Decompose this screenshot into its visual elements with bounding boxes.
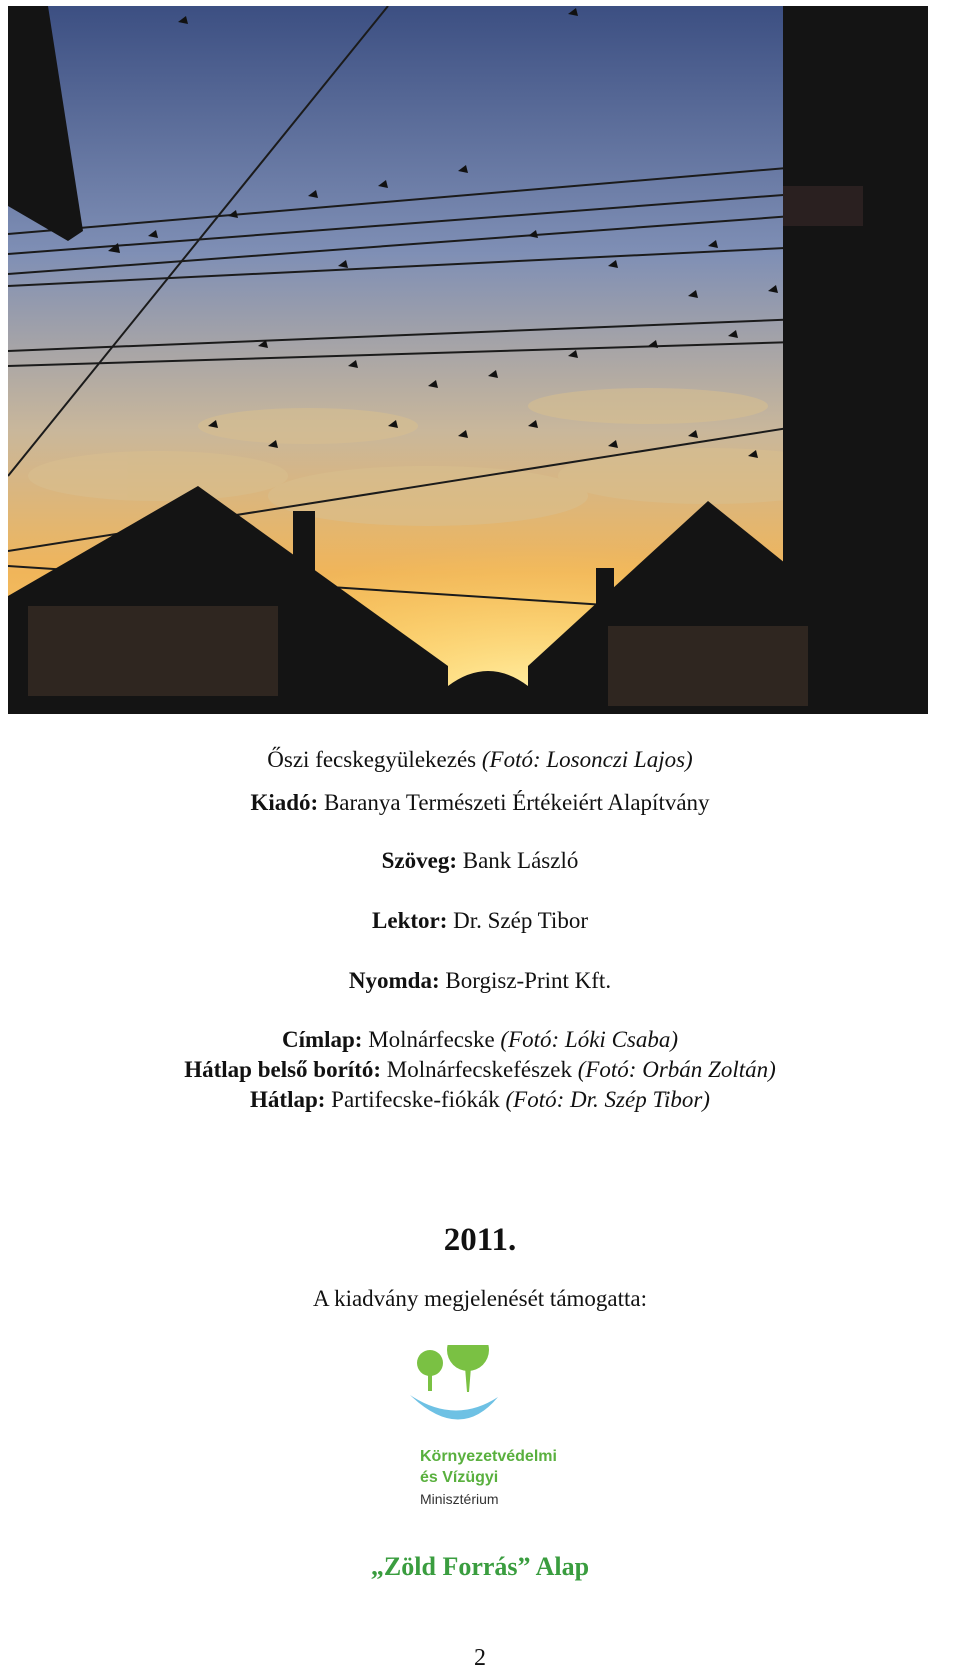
publisher-value: Baranya Természeti Értékeiért Alapítvány bbox=[323, 790, 710, 815]
printer-line bbox=[0, 968, 960, 994]
back-inner-photo-credit: (Fotó: Orbán Zoltán) bbox=[577, 1057, 776, 1082]
editor-value: Dr. Szép Tibor bbox=[453, 908, 588, 933]
printer-label: Nyomda: bbox=[348, 968, 440, 993]
publication-year: 2011. bbox=[443, 1222, 517, 1258]
text-author-line bbox=[0, 848, 960, 874]
photo-illustration bbox=[8, 6, 928, 714]
printer-value: Borgisz-Print Kft. bbox=[445, 968, 612, 993]
editor-line bbox=[0, 908, 960, 934]
editor-label: Lektor: bbox=[372, 908, 448, 933]
back-photo-credit: (Fotó: Dr. Szép Tibor) bbox=[505, 1087, 710, 1112]
photo-caption bbox=[0, 747, 960, 773]
text-author-value: Bank László bbox=[462, 848, 579, 873]
back-inner-value: Molnárfecskefészek bbox=[386, 1057, 572, 1082]
back-label: Hátlap: bbox=[250, 1087, 326, 1112]
page-number: 2 bbox=[474, 1645, 486, 1671]
publisher-label: Kiadó: bbox=[250, 790, 319, 815]
back-line bbox=[0, 1087, 960, 1113]
text-author-label: Szöveg: bbox=[381, 848, 457, 873]
ministry-logo-icon bbox=[410, 1345, 590, 1515]
publisher-line bbox=[0, 790, 960, 816]
logo-line-2: és Vízügyi bbox=[420, 1469, 499, 1486]
caption-text: Őszi fecskegyülekezés bbox=[267, 747, 477, 772]
back-value: Partifecske-fiókák bbox=[331, 1087, 500, 1112]
back-inner-line bbox=[0, 1057, 960, 1083]
cover-value: Molnárfecske bbox=[368, 1027, 495, 1052]
cover-line bbox=[0, 1027, 960, 1053]
back-inner-label: Hátlap belső borító: bbox=[184, 1057, 382, 1082]
cover-label: Címlap: bbox=[281, 1027, 363, 1052]
fund-name: „Zöld Forrás” Alap bbox=[370, 1552, 590, 1581]
logo-line-3: Minisztérium bbox=[420, 1491, 499, 1507]
logo-line-1: Környezetvédelmi bbox=[420, 1448, 557, 1465]
logo-water-wave bbox=[410, 1395, 498, 1420]
logo-small-tree bbox=[417, 1350, 443, 1376]
sunset-swallows-photo bbox=[8, 6, 928, 714]
cover-photo-credit: (Fotó: Lóki Csaba) bbox=[500, 1027, 679, 1052]
support-text: A kiadvány megjelenését támogatta: bbox=[312, 1286, 648, 1311]
caption-credit: (Fotó: Losonczi Lajos) bbox=[481, 747, 693, 772]
